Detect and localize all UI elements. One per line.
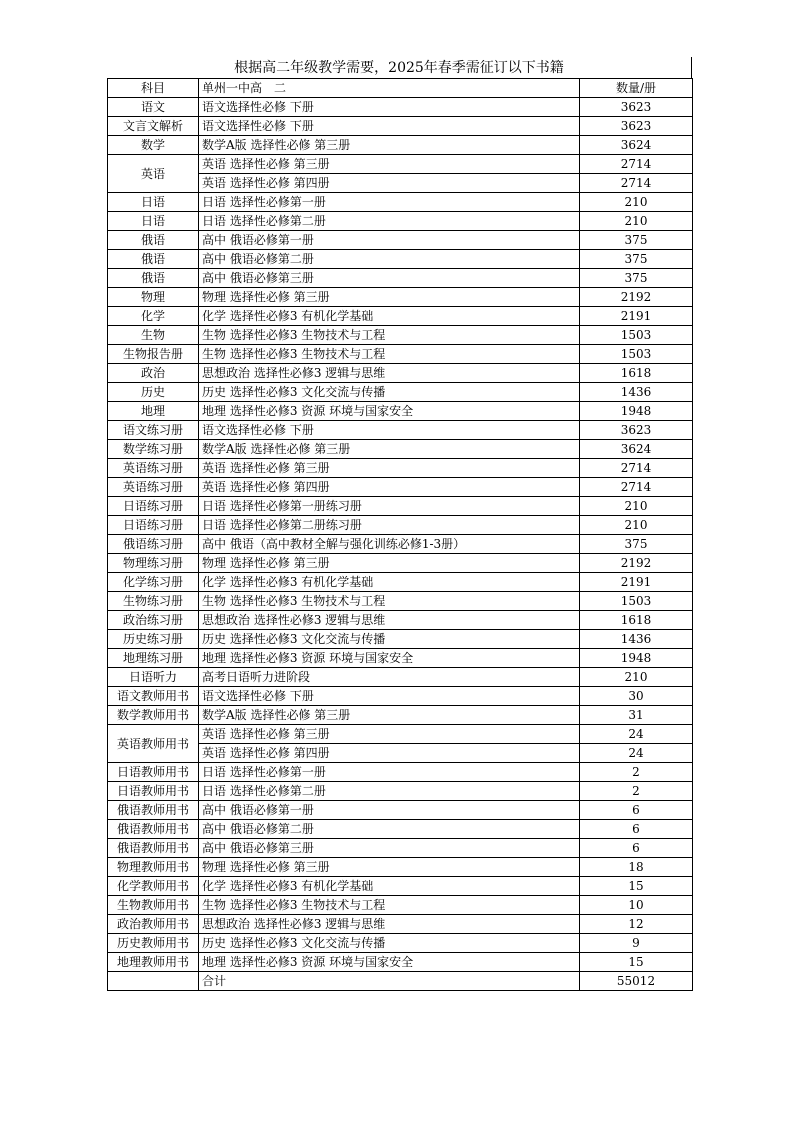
total-quantity-cell[interactable]: 55012 [580,972,693,991]
quantity-cell[interactable]: 1503 [580,326,693,345]
book-cell[interactable]: 历史 选择性必修3 文化交流与传播 [199,630,580,649]
quantity-cell[interactable]: 210 [580,193,693,212]
subject-cell[interactable]: 语文练习册 [108,421,199,440]
book-cell[interactable]: 英语 选择性必修 第三册 [199,155,580,174]
table-row [108,231,693,250]
book-cell[interactable]: 日语 选择性必修第一册练习册 [199,497,580,516]
table-row [108,364,693,383]
quantity-cell[interactable]: 3624 [580,136,693,155]
subject-cell[interactable]: 生物 [108,326,199,345]
subject-cell[interactable]: 日语 [108,212,199,231]
table-row [108,858,693,877]
subject-cell[interactable]: 化学 [108,307,199,326]
book-cell[interactable]: 思想政治 选择性必修3 逻辑与思维 [199,611,580,630]
quantity-cell[interactable]: 12 [580,915,693,934]
book-cell[interactable]: 历史 选择性必修3 文化交流与传播 [199,934,580,953]
book-cell[interactable]: 地理 选择性必修3 资源 环境与国家安全 [199,953,580,972]
quantity-cell[interactable]: 15 [580,877,693,896]
quantity-cell[interactable]: 30 [580,687,693,706]
subject-cell[interactable]: 数学教师用书 [108,706,199,725]
subject-cell[interactable]: 日语听力 [108,668,199,687]
subject-cell[interactable]: 英语练习册 [108,478,199,497]
quantity-cell[interactable]: 210 [580,212,693,231]
table-row [108,592,693,611]
quantity-cell[interactable]: 24 [580,725,693,744]
book-cell[interactable]: 生物 选择性必修3 生物技术与工程 [199,592,580,611]
book-cell[interactable]: 日语 选择性必修第一册 [199,193,580,212]
book-cell[interactable]: 日语 选择性必修第一册 [199,763,580,782]
subject-cell[interactable]: 历史练习册 [108,630,199,649]
book-cell[interactable]: 思想政治 选择性必修3 逻辑与思维 [199,915,580,934]
book-cell[interactable]: 语文选择性必修 下册 [199,687,580,706]
book-cell[interactable]: 语文选择性必修 下册 [199,98,580,117]
subject-cell[interactable]: 数学 [108,136,199,155]
quantity-cell[interactable]: 1948 [580,649,693,668]
book-cell[interactable]: 物理 选择性必修 第三册 [199,288,580,307]
quantity-cell[interactable]: 2714 [580,459,693,478]
table-row [108,801,693,820]
quantity-cell[interactable]: 1436 [580,383,693,402]
table-row [108,269,693,288]
book-cell[interactable]: 数学A版 选择性必修 第三册 [199,440,580,459]
table-row [108,839,693,858]
subject-cell[interactable]: 物理教师用书 [108,858,199,877]
quantity-cell[interactable]: 9 [580,934,693,953]
table-row [108,706,693,725]
table-row [108,896,693,915]
table-row [108,307,693,326]
quantity-cell[interactable]: 3624 [580,440,693,459]
book-cell[interactable]: 日语 选择性必修第二册 [199,212,580,231]
quantity-cell[interactable]: 3623 [580,98,693,117]
book-cell[interactable]: 英语 选择性必修 第四册 [199,174,580,193]
table-row [108,136,693,155]
table-row [108,763,693,782]
table-row [108,402,693,421]
subject-cell[interactable]: 政治练习册 [108,611,199,630]
table-row [108,915,693,934]
book-cell[interactable]: 日语 选择性必修第二册练习册 [199,516,580,535]
quantity-cell[interactable]: 1503 [580,592,693,611]
table-row [108,649,693,668]
quantity-cell[interactable]: 2 [580,763,693,782]
book-cell[interactable]: 物理 选择性必修 第三册 [199,858,580,877]
book-cell[interactable]: 生物 选择性必修3 生物技术与工程 [199,326,580,345]
subject-cell[interactable]: 日语练习册 [108,516,199,535]
book-cell[interactable]: 高中 俄语必修第一册 [199,231,580,250]
book-cell[interactable]: 地理 选择性必修3 资源 环境与国家安全 [199,402,580,421]
book-cell[interactable]: 数学A版 选择性必修 第三册 [199,136,580,155]
subject-cell[interactable]: 日语教师用书 [108,763,199,782]
table-row [108,516,693,535]
subject-cell[interactable]: 地理练习册 [108,649,199,668]
table-row [108,383,693,402]
book-cell[interactable]: 英语 选择性必修 第三册 [199,459,580,478]
subject-cell[interactable]: 政治教师用书 [108,915,199,934]
table-row [108,250,693,269]
subject-cell[interactable]: 历史 [108,383,199,402]
quantity-cell[interactable]: 3623 [580,421,693,440]
quantity-cell[interactable]: 3623 [580,117,693,136]
total-label-cell[interactable]: 合计 [199,972,580,991]
subject-cell[interactable]: 俄语 [108,250,199,269]
book-cell[interactable]: 英语 选择性必修 第四册 [199,478,580,497]
page-title: 根据高二年级教学需要，2025年春季需征订以下书籍 [107,57,692,78]
table-row [108,345,693,364]
subject-cell[interactable]: 俄语 [108,269,199,288]
book-cell[interactable]: 数学A版 选择性必修 第三册 [199,706,580,725]
quantity-cell[interactable]: 6 [580,820,693,839]
table-row [108,98,693,117]
table-row [108,478,693,497]
subject-cell[interactable]: 物理 [108,288,199,307]
table-row [108,877,693,896]
quantity-cell[interactable]: 6 [580,801,693,820]
subject-cell[interactable]: 化学教师用书 [108,877,199,896]
subject-cell[interactable]: 日语 [108,193,199,212]
subject-cell[interactable]: 英语练习册 [108,459,199,478]
book-cell[interactable]: 历史 选择性必修3 文化交流与传播 [199,383,580,402]
subject-cell[interactable]: 地理教师用书 [108,953,199,972]
subject-cell[interactable]: 日语教师用书 [108,782,199,801]
quantity-cell[interactable]: 1618 [580,611,693,630]
quantity-cell[interactable]: 2191 [580,307,693,326]
quantity-cell[interactable]: 2714 [580,155,693,174]
book-cell[interactable]: 地理 选择性必修3 资源 环境与国家安全 [199,649,580,668]
subject-cell[interactable]: 英语教师用书 [108,725,199,763]
quantity-cell[interactable]: 2714 [580,174,693,193]
table-row [108,573,693,592]
subject-cell[interactable]: 俄语 [108,231,199,250]
book-cell[interactable]: 化学 选择性必修3 有机化学基础 [199,307,580,326]
table-row [108,440,693,459]
book-cell[interactable]: 高中 俄语必修第二册 [199,250,580,269]
table-row [108,155,693,174]
quantity-cell[interactable]: 2191 [580,573,693,592]
book-cell[interactable]: 物理 选择性必修 第三册 [199,554,580,573]
quantity-cell[interactable]: 6 [580,839,693,858]
subject-cell[interactable]: 日语练习册 [108,497,199,516]
subject-cell[interactable]: 物理练习册 [108,554,199,573]
book-cell[interactable]: 生物 选择性必修3 生物技术与工程 [199,896,580,915]
total-subject-cell[interactable] [108,972,199,991]
quantity-cell[interactable]: 1948 [580,402,693,421]
book-cell[interactable]: 化学 选择性必修3 有机化学基础 [199,573,580,592]
table-row [108,193,693,212]
subject-cell[interactable]: 历史教师用书 [108,934,199,953]
total-row [108,972,693,991]
subject-cell[interactable]: 数学练习册 [108,440,199,459]
subject-cell[interactable]: 政治 [108,364,199,383]
table-row [108,725,693,744]
quantity-cell[interactable]: 2714 [580,478,693,497]
book-cell[interactable]: 高中 俄语（高中教材全解与强化训练必修1-3册） [199,535,580,554]
book-cell[interactable]: 语文选择性必修 下册 [199,421,580,440]
subject-cell[interactable]: 俄语教师用书 [108,820,199,839]
table-row [108,459,693,478]
quantity-cell[interactable]: 210 [580,516,693,535]
book-cell[interactable]: 高中 俄语必修第三册 [199,839,580,858]
subject-cell[interactable]: 俄语教师用书 [108,801,199,820]
quantity-cell[interactable]: 1503 [580,345,693,364]
quantity-cell[interactable]: 375 [580,250,693,269]
table-row [108,668,693,687]
table-row [108,212,693,231]
table-header-row [108,79,693,98]
subject-cell[interactable]: 语文 [108,98,199,117]
subject-cell[interactable]: 地理 [108,402,199,421]
table-row [108,326,693,345]
book-cell[interactable]: 高中 俄语必修第一册 [199,801,580,820]
table-row [108,953,693,972]
quantity-cell[interactable]: 2192 [580,554,693,573]
table-row [108,535,693,554]
table-row [108,934,693,953]
table-row [108,611,693,630]
quantity-cell[interactable]: 15 [580,953,693,972]
book-cell[interactable]: 英语 选择性必修 第三册 [199,725,580,744]
spreadsheet-page [107,57,692,991]
quantity-cell[interactable]: 24 [580,744,693,763]
book-cell[interactable]: 思想政治 选择性必修3 逻辑与思维 [199,364,580,383]
quantity-cell[interactable]: 31 [580,706,693,725]
table-row [108,554,693,573]
quantity-cell[interactable]: 1436 [580,630,693,649]
book-cell[interactable]: 高考日语听力进阶段 [199,668,580,687]
quantity-cell[interactable]: 10 [580,896,693,915]
book-cell[interactable]: 高中 俄语必修第二册 [199,820,580,839]
subject-cell[interactable]: 生物教师用书 [108,896,199,915]
quantity-cell[interactable]: 375 [580,269,693,288]
table-row [108,497,693,516]
subject-cell[interactable]: 俄语教师用书 [108,839,199,858]
table-row [108,820,693,839]
book-cell[interactable]: 语文选择性必修 下册 [199,117,580,136]
quantity-cell[interactable]: 1618 [580,364,693,383]
book-cell[interactable]: 高中 俄语必修第三册 [199,269,580,288]
table-row [108,782,693,801]
quantity-cell[interactable]: 210 [580,668,693,687]
quantity-cell[interactable]: 375 [580,231,693,250]
book-cell[interactable]: 日语 选择性必修第二册 [199,782,580,801]
table-row [108,630,693,649]
book-order-table [107,78,693,991]
subject-cell[interactable]: 生物练习册 [108,592,199,611]
subject-cell[interactable]: 俄语练习册 [108,535,199,554]
quantity-cell[interactable]: 2 [580,782,693,801]
table-row [108,288,693,307]
header-subject[interactable]: 科目 [108,79,199,98]
subject-cell[interactable]: 英语 [108,155,199,193]
table-row [108,421,693,440]
quantity-cell[interactable]: 2192 [580,288,693,307]
header-book[interactable]: 单州一中高 二 [199,79,580,98]
header-quantity[interactable]: 数量/册 [580,79,693,98]
book-cell[interactable]: 化学 选择性必修3 有机化学基础 [199,877,580,896]
table-row [108,687,693,706]
book-cell[interactable]: 生物 选择性必修3 生物技术与工程 [199,345,580,364]
quantity-cell[interactable]: 18 [580,858,693,877]
quantity-cell[interactable]: 375 [580,535,693,554]
subject-cell[interactable]: 化学练习册 [108,573,199,592]
subject-cell[interactable]: 语文教师用书 [108,687,199,706]
subject-cell[interactable]: 生物报告册 [108,345,199,364]
quantity-cell[interactable]: 210 [580,497,693,516]
table-row [108,117,693,136]
subject-cell[interactable]: 文言文解析 [108,117,199,136]
book-cell[interactable]: 英语 选择性必修 第四册 [199,744,580,763]
